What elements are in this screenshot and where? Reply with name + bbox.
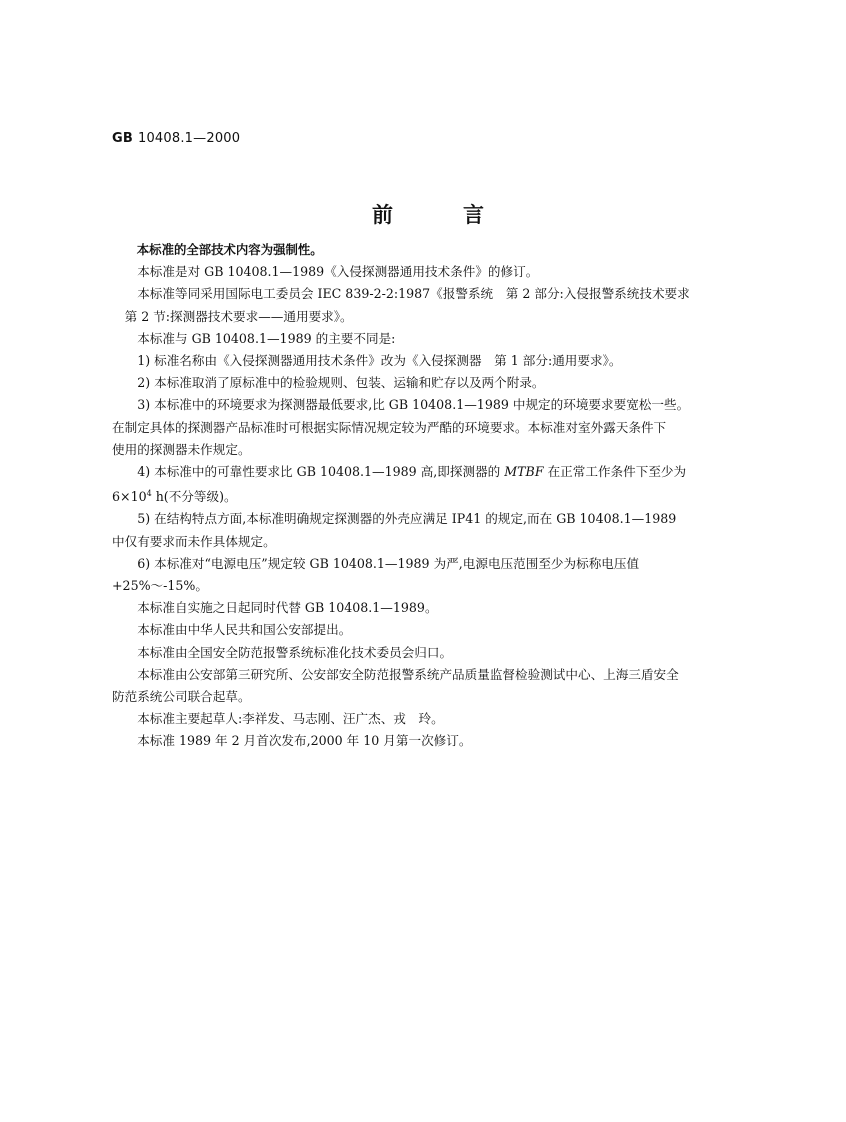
paragraph-differences-intro: 本标准与 GB 10408.1—1989 的主要不同是: [137, 330, 396, 346]
paragraph-proposer: 本标准由中华人民共和国公安部提出。 [137, 622, 352, 638]
paragraph-drafting-orgs-line2: 防范系统公司联合起草。 [112, 689, 251, 705]
mtbf-value-unit: h(不分等级)。 [151, 489, 237, 505]
mtbf-value-base: 6×10 [112, 489, 147, 505]
paragraph-difference-6-line2: +25%～-15%。 [112, 578, 208, 594]
standard-prefix: GB [112, 131, 133, 146]
difference-4-text-a: 4) 本标准中的可靠性要求比 GB 10408.1—1989 高,即探测器的 [137, 464, 505, 480]
standard-code: 10408.1—2000 [137, 131, 241, 146]
paragraph-difference-4-line1 [112, 461, 764, 483]
paragraph-replacement: 本标准自实施之日起同时代替 GB 10408.1—1989。 [137, 600, 438, 616]
paragraph-difference-1: 1) 标准名称由《入侵探测器通用技术条件》改为《入侵探测器 第 1 部分:通用要求》。 [137, 353, 622, 369]
paragraph-mandatory-statement: 本标准的全部技术内容为强制性。 [136, 242, 323, 257]
paragraph-difference-3-line2: 在制定具体的探测器产品标准时可根据实际情况规定较为严酷的环境要求。本标准对室外露天条件下 [112, 419, 667, 435]
section-title: 前言 [372, 203, 554, 227]
standard-number [112, 131, 240, 146]
paragraph-difference-3-line3: 使用的探测器未作规定。 [112, 441, 251, 457]
paragraph-revision-note: 本标准是对 GB 10408.1—1989《入侵探测器通用技术条件》的修订。 [137, 264, 539, 280]
paragraph-drafting-orgs-line1: 本标准由公安部第三研究所、公安部安全防范报警系统产品质量监督检验测试中心、上海三盾安全 [137, 666, 679, 682]
difference-4-text-b: 在正常工作条件下至少为 [543, 464, 687, 480]
paragraph-difference-6-line1: 6) 本标准对“电源电压”规定较 GB 10408.1—1989 为严,电源电压范围至少为标称电压值 [137, 555, 640, 571]
mtbf-value-exponent: 4 [146, 489, 152, 499]
paragraph-committee: 本标准由全国安全防范报警系统标准化技术委员会归口。 [137, 644, 453, 660]
paragraph-drafters: 本标准主要起草人:李祥发、马志刚、汪广杰、戎 玲。 [137, 711, 444, 727]
paragraph-iec-adoption-line1: 本标准等同采用国际电工委员会 IEC 839-2-2:1987《报警系统 第 2 部分:入侵报警系统技术要求 [137, 286, 690, 302]
paragraph-difference-5-line1: 5) 在结构特点方面,本标准明确规定探测器的外壳应满足 IP41 的规定,而在 GB 10408.1—1989 [137, 511, 677, 527]
paragraph-history: 本标准 1989 年 2 月首次发布,2000 年 10 月第一次修订。 [137, 733, 472, 749]
paragraph-difference-5-line2: 中仅有要求而未作具体规定。 [112, 533, 276, 549]
paragraph-difference-3-line1: 3) 本标准中的环境要求为探测器最低要求,比 GB 10408.1—1989 中规定的环境要求要宽松一些。 [137, 397, 690, 413]
paragraph-difference-4-line2 [112, 483, 764, 508]
paragraph-iec-adoption-line2: 第 2 节:探测器技术要求——通用要求》。 [124, 308, 353, 324]
foreword-body [112, 239, 764, 753]
mtbf-term: MTBF [504, 464, 544, 480]
paragraph-difference-2: 2) 本标准取消了原标准中的检验规则、包装、运输和贮存以及两个附录。 [137, 375, 545, 391]
